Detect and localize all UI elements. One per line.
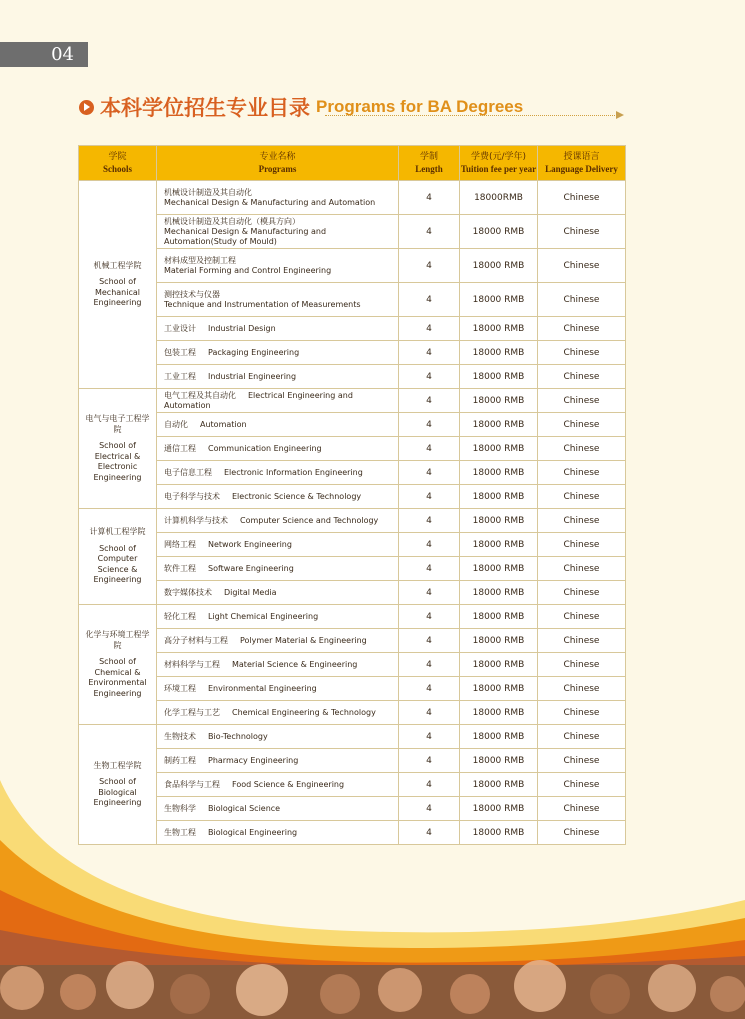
program-name-en: Technique and Instrumentation of Measurements (164, 299, 361, 309)
program-name-en: Industrial Design (208, 323, 276, 333)
program-name-en: Biological Science (208, 803, 281, 813)
length-cell: 4 (399, 749, 460, 773)
tuition-cell: 18000 RMB (460, 581, 538, 605)
program-name-en: Food Science & Engineering (232, 779, 345, 789)
header-programs: 专业名称 Programs (157, 146, 399, 181)
program-name-zh: 食品科学与工程 (164, 779, 220, 789)
language-cell: Chinese (538, 797, 626, 821)
table-row (79, 317, 626, 341)
program-cell (157, 485, 399, 509)
program-cell (157, 249, 399, 283)
program-name-zh: 网络工程 (164, 539, 196, 549)
header-length: 学制 Length (399, 146, 460, 181)
language-cell: Chinese (538, 437, 626, 461)
table-row (79, 509, 626, 533)
table-row (79, 629, 626, 653)
table-row (79, 365, 626, 389)
length-cell: 4 (399, 653, 460, 677)
school-name-zh: 计算机工程学院 (89, 527, 146, 537)
program-cell (157, 725, 399, 749)
language-cell: Chinese (538, 283, 626, 317)
table-row (79, 485, 626, 509)
school-cell (79, 509, 157, 605)
tuition-cell: 18000 RMB (460, 653, 538, 677)
program-cell (157, 317, 399, 341)
language-cell: Chinese (538, 533, 626, 557)
table-row (79, 389, 626, 413)
tuition-cell: 18000 RMB (460, 389, 538, 413)
program-name-en: Electronic Information Engineering (224, 467, 363, 477)
program-name-en: Bio-Technology (208, 731, 268, 741)
language-cell: Chinese (538, 581, 626, 605)
school-name-en: School of Biological Engineering (93, 777, 142, 807)
length-cell: 4 (399, 215, 460, 249)
program-name-zh: 电子信息工程 (164, 467, 212, 477)
program-name-zh: 工业工程 (164, 371, 196, 381)
program-name-en: Mechanical Design & Manufacturing and Automation (164, 197, 376, 207)
school-name-zh: 机械工程学院 (93, 260, 142, 270)
header-schools: 学院 Schools (79, 146, 157, 181)
program-name-zh: 电子科学与技术 (164, 491, 220, 501)
program-cell (157, 215, 399, 249)
program-name-zh: 通信工程 (164, 443, 196, 453)
length-cell: 4 (399, 581, 460, 605)
table-row (79, 557, 626, 581)
length-cell: 4 (399, 341, 460, 365)
table-row (79, 181, 626, 215)
tuition-cell: 18000 RMB (460, 215, 538, 249)
length-cell: 4 (399, 389, 460, 413)
program-name-zh: 轻化工程 (164, 611, 196, 621)
tuition-cell: 18000 RMB (460, 365, 538, 389)
tuition-cell: 18000 RMB (460, 677, 538, 701)
program-name-en: Electronic Science & Technology (232, 491, 362, 501)
length-cell: 4 (399, 181, 460, 215)
program-name-zh: 材料成型及控制工程 (164, 255, 236, 265)
language-cell: Chinese (538, 725, 626, 749)
table-row (79, 249, 626, 283)
tuition-cell: 18000RMB (460, 181, 538, 215)
table-row (79, 653, 626, 677)
table-row (79, 533, 626, 557)
school-name-en: School of Mechanical Engineering (93, 277, 142, 307)
program-name-en: Computer Science and Technology (240, 515, 379, 525)
length-cell: 4 (399, 485, 460, 509)
tuition-cell: 18000 RMB (460, 413, 538, 437)
tuition-cell: 18000 RMB (460, 725, 538, 749)
length-cell: 4 (399, 797, 460, 821)
length-cell: 4 (399, 437, 460, 461)
table-body (79, 181, 626, 845)
program-name-zh: 测控技术与仪器 (164, 289, 220, 299)
program-name-zh: 数字媒体技术 (164, 587, 212, 597)
program-name-en: Material Forming and Control Engineering (164, 265, 332, 275)
tuition-cell: 18000 RMB (460, 461, 538, 485)
program-name-zh: 机械设计制造及其自动化（模具方向） (164, 216, 300, 226)
language-cell: Chinese (538, 181, 626, 215)
length-cell: 4 (399, 533, 460, 557)
language-cell: Chinese (538, 701, 626, 725)
table-row (79, 283, 626, 317)
program-name-en: Software Engineering (208, 563, 294, 573)
program-cell (157, 283, 399, 317)
program-cell (157, 181, 399, 215)
language-cell: Chinese (538, 317, 626, 341)
program-cell (157, 701, 399, 725)
table-row (79, 341, 626, 365)
header-language: 授课语言 Language Delivery (538, 146, 626, 181)
length-cell: 4 (399, 413, 460, 437)
program-name-zh: 材料科学与工程 (164, 659, 220, 669)
table-row (79, 605, 626, 629)
table-row (79, 437, 626, 461)
school-name-en: School of Chemical & Environmental Engineering (88, 657, 147, 698)
table-row (79, 413, 626, 437)
header-tuition: 学费(元/学年) Tuition fee per year (460, 146, 538, 181)
program-name-zh: 化学工程与工艺 (164, 707, 220, 717)
school-name-zh: 化学与环境工程学院 (85, 630, 150, 650)
program-name-en: Light Chemical Engineering (208, 611, 319, 621)
school-cell (79, 181, 157, 389)
program-cell (157, 653, 399, 677)
program-cell (157, 509, 399, 533)
language-cell: Chinese (538, 773, 626, 797)
tuition-cell: 18000 RMB (460, 533, 538, 557)
program-name-zh: 软件工程 (164, 563, 196, 573)
arrow-right-icon (616, 111, 624, 119)
length-cell: 4 (399, 677, 460, 701)
language-cell: Chinese (538, 365, 626, 389)
language-cell: Chinese (538, 557, 626, 581)
program-name-zh: 生物技术 (164, 731, 196, 741)
program-cell (157, 413, 399, 437)
title-dotted-line (325, 115, 615, 116)
table-row (79, 581, 626, 605)
title-chinese: 本科学位招生专业目录 (100, 96, 310, 120)
program-name-en: Biological Engineering (208, 827, 298, 837)
tuition-cell: 18000 RMB (460, 605, 538, 629)
page-number: 04 (0, 42, 88, 67)
length-cell: 4 (399, 605, 460, 629)
school-name-en: School of Electrical & Electronic Engineering (93, 441, 142, 482)
length-cell: 4 (399, 773, 460, 797)
programs-table (78, 145, 626, 845)
program-cell (157, 557, 399, 581)
length-cell: 4 (399, 283, 460, 317)
length-cell: 4 (399, 821, 460, 845)
tuition-cell: 18000 RMB (460, 437, 538, 461)
program-name-en: Communication Engineering (208, 443, 322, 453)
program-name-en: Mechanical Design & Manufacturing and Automation(Study of Mould) (164, 226, 327, 246)
school-name-zh: 生物工程学院 (93, 760, 142, 770)
table-row (79, 701, 626, 725)
table-header-row (79, 146, 626, 181)
language-cell: Chinese (538, 389, 626, 413)
language-cell: Chinese (538, 485, 626, 509)
program-cell (157, 389, 399, 413)
program-name-zh: 电气工程及其自动化 (164, 390, 236, 400)
length-cell: 4 (399, 317, 460, 341)
program-cell (157, 581, 399, 605)
length-cell: 4 (399, 557, 460, 581)
school-cell (79, 389, 157, 509)
length-cell: 4 (399, 249, 460, 283)
tuition-cell: 18000 RMB (460, 509, 538, 533)
language-cell: Chinese (538, 677, 626, 701)
program-name-zh: 生物科学 (164, 803, 196, 813)
tuition-cell: 18000 RMB (460, 797, 538, 821)
program-cell (157, 677, 399, 701)
program-name-en: Packaging Engineering (208, 347, 300, 357)
language-cell: Chinese (538, 413, 626, 437)
tuition-cell: 18000 RMB (460, 341, 538, 365)
school-cell (79, 605, 157, 725)
program-name-zh: 机械设计制造及其自动化 (164, 187, 252, 197)
language-cell: Chinese (538, 461, 626, 485)
tuition-cell: 18000 RMB (460, 773, 538, 797)
table-row (79, 677, 626, 701)
program-cell (157, 437, 399, 461)
program-name-zh: 工业设计 (164, 323, 196, 333)
program-name-zh: 制药工程 (164, 755, 196, 765)
language-cell: Chinese (538, 215, 626, 249)
tuition-cell: 18000 RMB (460, 701, 538, 725)
language-cell: Chinese (538, 509, 626, 533)
program-name-en: Polymer Material & Engineering (240, 635, 367, 645)
program-name-en: Digital Media (224, 587, 277, 597)
program-name-zh: 高分子材料与工程 (164, 635, 228, 645)
title-english: Programs for BA Degrees (316, 97, 524, 116)
program-name-zh: 生物工程 (164, 827, 196, 837)
school-name-en: School of Computer Science & Engineering (93, 543, 142, 585)
length-cell: 4 (399, 365, 460, 389)
language-cell: Chinese (538, 605, 626, 629)
tuition-cell: 18000 RMB (460, 317, 538, 341)
table-row (79, 725, 626, 749)
tuition-cell: 18000 RMB (460, 749, 538, 773)
page-title (79, 92, 523, 122)
program-cell (157, 365, 399, 389)
length-cell: 4 (399, 725, 460, 749)
program-name-en: Pharmacy Engineering (208, 755, 299, 765)
program-cell (157, 749, 399, 773)
program-name-en: Material Science & Engineering (232, 659, 358, 669)
program-name-zh: 包装工程 (164, 347, 196, 357)
program-name-en: Network Engineering (208, 539, 292, 549)
program-name-en: Chemical Engineering & Technology (232, 707, 376, 717)
language-cell: Chinese (538, 341, 626, 365)
program-name-zh: 计算机科学与技术 (164, 515, 228, 525)
language-cell: Chinese (538, 749, 626, 773)
program-cell (157, 461, 399, 485)
length-cell: 4 (399, 509, 460, 533)
tuition-cell: 18000 RMB (460, 557, 538, 581)
tuition-cell: 18000 RMB (460, 249, 538, 283)
program-cell (157, 341, 399, 365)
program-name-en: Environmental Engineering (208, 683, 317, 693)
length-cell: 4 (399, 629, 460, 653)
program-name-en: Electrical Engineering and Automation (164, 390, 353, 410)
play-circle-icon (79, 100, 94, 115)
program-cell (157, 605, 399, 629)
tuition-cell: 18000 RMB (460, 283, 538, 317)
program-cell (157, 533, 399, 557)
program-cell (157, 629, 399, 653)
tuition-cell: 18000 RMB (460, 821, 538, 845)
length-cell: 4 (399, 701, 460, 725)
length-cell: 4 (399, 461, 460, 485)
language-cell: Chinese (538, 629, 626, 653)
program-name-en: Automation (200, 419, 247, 429)
language-cell: Chinese (538, 653, 626, 677)
table-row (79, 749, 626, 773)
language-cell: Chinese (538, 249, 626, 283)
program-name-en: Industrial Engineering (208, 371, 297, 381)
table-row (79, 215, 626, 249)
tuition-cell: 18000 RMB (460, 629, 538, 653)
tuition-cell: 18000 RMB (460, 485, 538, 509)
program-name-zh: 环境工程 (164, 683, 196, 693)
decorative-wave-banner (0, 780, 745, 1019)
program-name-zh: 自动化 (164, 419, 188, 429)
school-name-zh: 电气与电子工程学院 (85, 414, 150, 434)
table-row (79, 461, 626, 485)
language-cell: Chinese (538, 821, 626, 845)
